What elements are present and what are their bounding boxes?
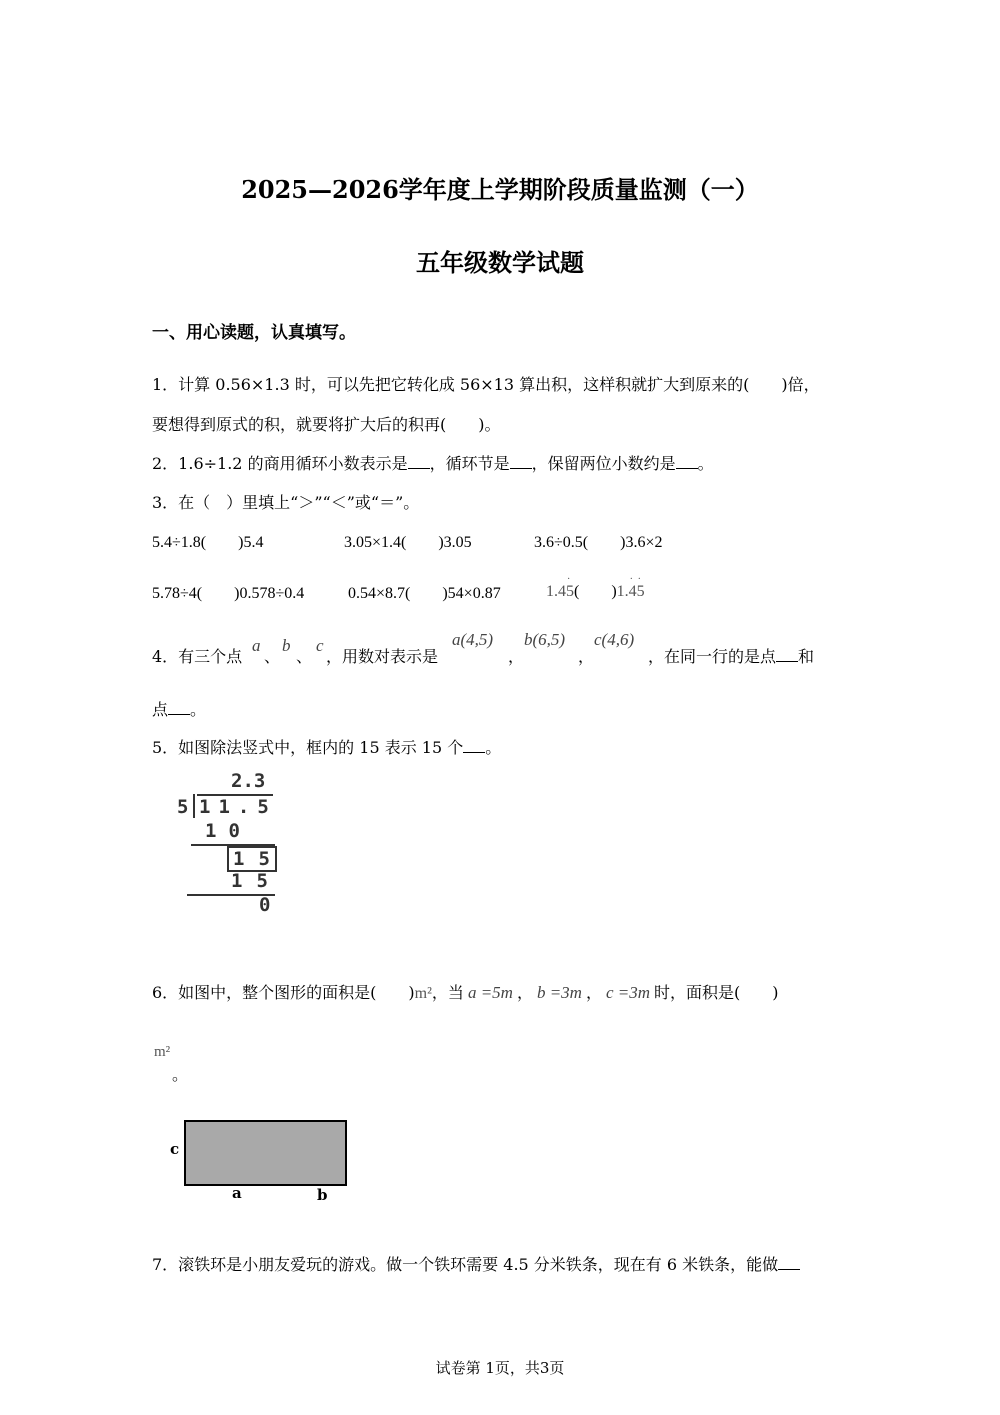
label-c: c	[170, 1140, 180, 1158]
q4-sep-2: 、	[296, 647, 313, 666]
division-boxed-remainder: 15	[227, 846, 277, 872]
exam-subtitle: 五年级数学试题	[416, 248, 584, 277]
q6-line1: 6．如图中，整个图形的面积是( )m²，当 a =5m ， b =3m ， c =3m 时，面积是( )	[152, 983, 779, 1002]
division-bracket	[193, 794, 195, 818]
q4-blank-2	[168, 700, 190, 715]
exam-title: 2025—2026学年度上学期阶段质量监测（一）	[241, 175, 759, 204]
division-divisor: 5	[177, 796, 189, 818]
division-final: 0	[259, 894, 271, 916]
q6-c-value: c =3m	[605, 983, 651, 1002]
q6-line2-end: 。	[172, 1065, 189, 1084]
division-dividend: 11.5	[199, 796, 277, 818]
q4-text-1: 4．有三个点	[152, 647, 243, 666]
q2-text-3: ，保留两位小数约是	[531, 454, 676, 473]
q4-var-b: b	[282, 636, 291, 655]
q4-sep-1: 、	[264, 647, 281, 666]
q3-item-3: 3.6÷0.5( )3.6×2	[534, 534, 663, 551]
q4-point-b: b(6,5)	[524, 630, 566, 649]
division-step2: 15	[231, 870, 282, 892]
q4-text-3: ，在同一行的是点 和	[648, 647, 815, 666]
rect-part-b	[283, 1120, 347, 1186]
q1-line1: 1．计算 0.56×1.3 时，可以先把它转化成 56×13 算出积，这样积就扩大到原来的( )倍，	[152, 375, 820, 394]
q4-var-a: a	[252, 636, 261, 655]
q6-unit: m²	[414, 985, 432, 1002]
q2-text-4: 。	[697, 454, 714, 473]
q2-text-2: ，循环节是	[429, 454, 510, 473]
q5-blank	[463, 738, 485, 753]
division-quotient: 2.3	[231, 770, 266, 792]
q4-var-c: c	[316, 636, 324, 655]
rect-part-a	[184, 1120, 287, 1186]
repeating-decimal-left: 1.45 ·	[546, 574, 574, 600]
long-division-figure	[175, 770, 285, 920]
label-a: a	[232, 1184, 242, 1202]
rectangle-figure	[166, 1120, 366, 1210]
division-step1: 10	[205, 820, 252, 842]
q2-blank-2	[510, 454, 532, 469]
q6-b-value: b =3m	[536, 983, 582, 1002]
q7-line1: 7．滚铁环是小朋友爱玩的游戏。做一个铁环需要 4.5 分米铁条，现在有 6 米铁条，能做	[152, 1252, 800, 1275]
q2-blank-1	[408, 454, 430, 469]
section-heading: 一、用心读题，认真填写。	[152, 323, 356, 343]
page-footer: 试卷第 1页，共3页	[435, 1359, 565, 1377]
q3-stem: 3．在（ ）里填上“＞”“＜”或“＝”。	[152, 493, 420, 512]
q4-line2: 点 。	[152, 700, 207, 719]
label-b: b	[317, 1186, 328, 1204]
q2-text-1: 2．1.6÷1.2 的商用循环小数表示是	[152, 454, 408, 473]
q7-blank	[778, 1255, 800, 1270]
q3-item-4: 5.78÷4( )0.578÷0.4	[152, 585, 305, 602]
q4-point-a: a(4,5)	[452, 630, 494, 649]
repeating-decimal-right: 1.45 · ·	[616, 574, 645, 600]
q3-item-6: 1.45 · ( )1.45 · ·	[546, 574, 645, 600]
q2-blank-3	[676, 454, 698, 469]
q6-line2-unit: m²	[154, 1044, 171, 1060]
q3-item-2: 3.05×1.4( )3.05	[344, 534, 472, 551]
q1-line2: 要想得到原式的积，就要将扩大后的积再( )。	[152, 415, 501, 434]
q3-item-5: 0.54×8.7( )54×0.87	[348, 585, 501, 602]
q3-item-1: 5.4÷1.8( )5.4	[152, 534, 264, 551]
q4-text-2: ，用数对表示是	[326, 647, 439, 666]
q5-stem: 5．如图除法竖式中，框内的 15 表示 15 个 。	[152, 738, 502, 757]
q4-point-c: c(4,6)	[594, 630, 635, 649]
q2-line	[152, 451, 714, 474]
q6-a-value: a =5m	[467, 983, 513, 1002]
